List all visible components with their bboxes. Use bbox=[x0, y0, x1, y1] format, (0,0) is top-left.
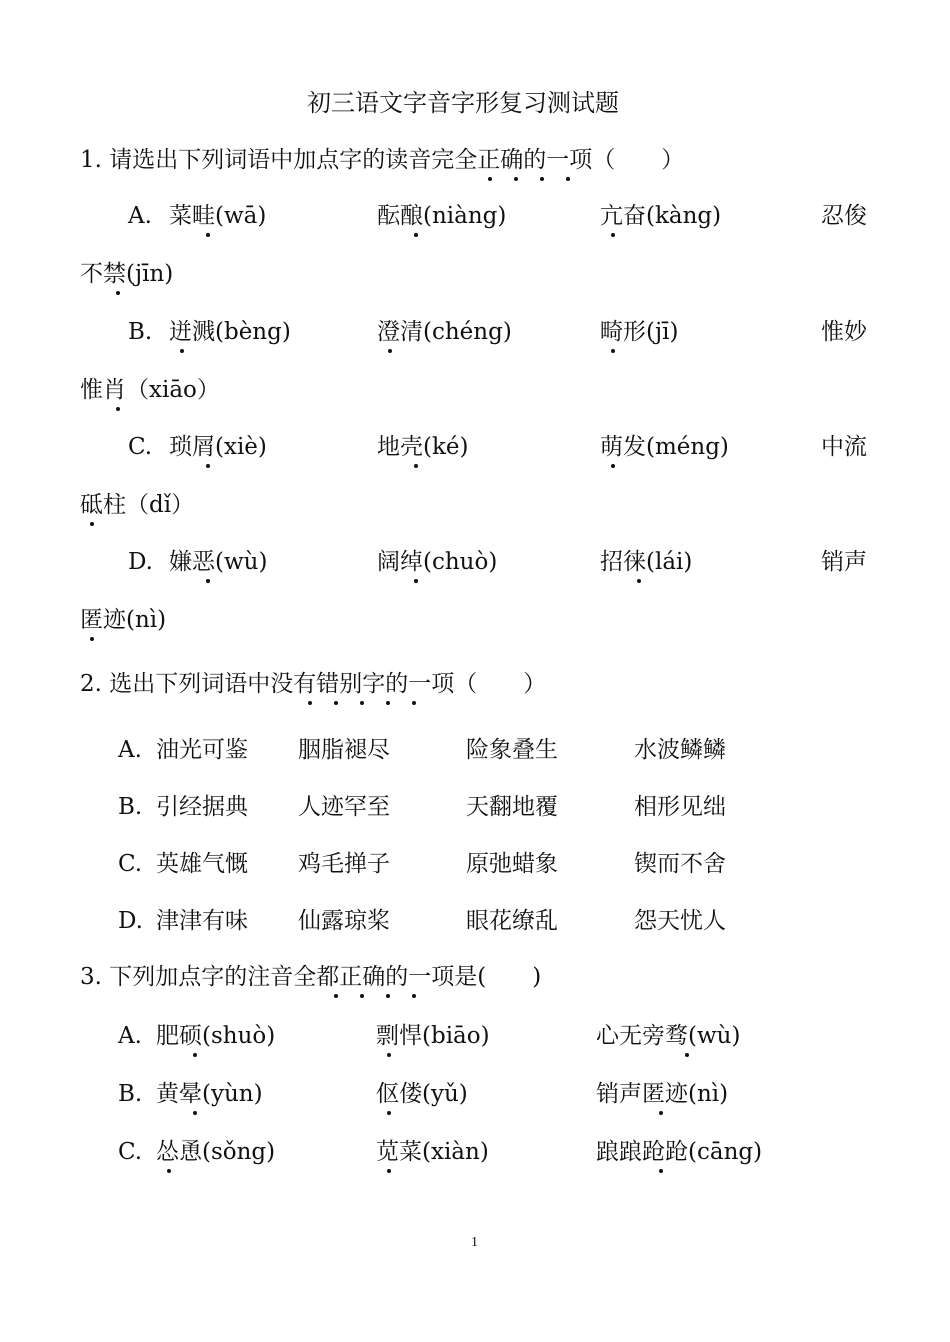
q2-option-a-word-3: 险象叠生 bbox=[466, 737, 558, 763]
q1-option-d-word-4b: 匿迹(nì) bbox=[80, 607, 167, 633]
emphasis-dot bbox=[611, 349, 615, 353]
emphasis-dot bbox=[386, 701, 390, 705]
emphasis-dot bbox=[637, 579, 641, 583]
q1-option-c-word-4a: 中流 bbox=[821, 434, 867, 460]
emphasis-dot bbox=[611, 233, 615, 237]
q2-option-b-word-2: 人迹罕至 bbox=[298, 794, 390, 820]
q1-option-c-word-3: 萌发(méng) bbox=[600, 434, 729, 460]
q1-option-d-label: D. bbox=[128, 549, 153, 575]
emphasis-dot bbox=[388, 349, 392, 353]
q3-option-b-word-2: 伛偻(yǔ) bbox=[376, 1081, 468, 1107]
q2-option-d-word-4: 怨天忧人 bbox=[634, 908, 726, 934]
q3-option-b-word-1: 黄晕(yùn) bbox=[156, 1081, 263, 1107]
q1-option-b-word-3: 畸形(jī) bbox=[600, 319, 679, 345]
q1-option-d-word-3: 招徕(lái) bbox=[600, 549, 693, 575]
question-1-stem: 1. 请选出下列词语中加点字的读音完全正确的一项（ ） bbox=[80, 147, 685, 173]
q2-option-d-word-1: 津津有味 bbox=[156, 908, 248, 934]
q2-option-c-word-3: 原弛蜡象 bbox=[466, 851, 558, 877]
q3-option-c-label: C. bbox=[118, 1139, 143, 1165]
emphasis-dot bbox=[414, 464, 418, 468]
emphasis-dot bbox=[334, 701, 338, 705]
q2-option-d-word-3: 眼花缭乱 bbox=[466, 908, 558, 934]
q1-option-a-word-2: 酝酿(niàng) bbox=[377, 203, 507, 229]
emphasis-dot bbox=[360, 994, 364, 998]
q3-option-b-label: B. bbox=[118, 1081, 143, 1107]
q1-option-c-word-1: 琐屑(xiè) bbox=[169, 434, 267, 460]
q2-option-a-word-4: 水波鳞鳞 bbox=[634, 737, 726, 763]
emphasis-dot bbox=[116, 407, 120, 411]
emphasis-dot bbox=[414, 579, 418, 583]
emphasis-dot bbox=[514, 177, 518, 181]
q1-option-b-label: B. bbox=[128, 319, 153, 345]
q3-option-c-word-2: 苋菜(xiàn) bbox=[376, 1139, 489, 1165]
q1-option-a-label: A. bbox=[128, 203, 152, 229]
question-3-stem: 3. 下列加点字的注音全都正确的一项是( ) bbox=[80, 964, 542, 990]
q1-option-c-word-4b: 砥柱（dǐ） bbox=[80, 492, 195, 518]
q2-option-d-label: D. bbox=[118, 908, 143, 934]
q2-option-b-word-3: 天翻地覆 bbox=[466, 794, 558, 820]
emphasis-dot bbox=[90, 637, 94, 641]
q2-option-c-word-1: 英雄气慨 bbox=[156, 851, 248, 877]
q1-option-b-word-4a: 惟妙 bbox=[821, 319, 867, 345]
emphasis-dot bbox=[90, 522, 94, 526]
q2-option-c-label: C. bbox=[118, 851, 143, 877]
q1-option-b-word-4b: 惟肖（xiāo） bbox=[80, 377, 220, 403]
emphasis-dot bbox=[334, 994, 338, 998]
q2-option-c-word-2: 鸡毛掸子 bbox=[298, 851, 390, 877]
q1-option-b-word-2: 澄清(chéng) bbox=[377, 319, 512, 345]
emphasis-dot bbox=[206, 579, 210, 583]
emphasis-dot bbox=[206, 233, 210, 237]
emphasis-dot bbox=[386, 994, 390, 998]
emphasis-dot bbox=[414, 233, 418, 237]
q1-option-a-word-1: 菜畦(wā) bbox=[169, 203, 267, 229]
emphasis-dot bbox=[412, 994, 416, 998]
q2-option-a-word-2: 胭脂褪尽 bbox=[298, 737, 390, 763]
emphasis-dot bbox=[685, 1053, 689, 1057]
emphasis-dot bbox=[387, 1053, 391, 1057]
q3-option-c-word-3: 踉踉跄跄(cāng) bbox=[596, 1139, 763, 1165]
emphasis-dot bbox=[360, 701, 364, 705]
emphasis-dot bbox=[193, 1053, 197, 1057]
question-2-stem: 2. 选出下列词语中没有错别字的一项（ ） bbox=[80, 671, 547, 697]
emphasis-dot bbox=[611, 464, 615, 468]
q2-option-c-word-4: 锲而不舍 bbox=[634, 851, 726, 877]
q2-option-b-word-1: 引经据典 bbox=[156, 794, 248, 820]
q2-option-d-word-2: 仙露琼桨 bbox=[298, 908, 390, 934]
emphasis-dot bbox=[659, 1111, 663, 1115]
q3-option-a-word-2: 剽悍(biāo) bbox=[376, 1023, 490, 1049]
emphasis-dot bbox=[308, 701, 312, 705]
page-number: 1 bbox=[471, 1235, 478, 1250]
q3-option-a-word-1: 肥硕(shuò) bbox=[156, 1023, 276, 1049]
q2-option-b-word-4: 相形见绌 bbox=[634, 794, 726, 820]
document-title: 初三语文字音字形复习测试题 bbox=[307, 89, 619, 117]
emphasis-dot bbox=[488, 177, 492, 181]
emphasis-dot bbox=[387, 1169, 391, 1173]
emphasis-dot bbox=[206, 464, 210, 468]
emphasis-dot bbox=[566, 177, 570, 181]
q1-option-d-word-1: 嫌恶(wù) bbox=[169, 549, 268, 575]
q3-option-a-word-3: 心无旁骛(wù) bbox=[596, 1023, 741, 1049]
emphasis-dot bbox=[659, 1169, 663, 1173]
q3-option-b-word-3: 销声匿迹(nì) bbox=[596, 1081, 729, 1107]
q1-option-d-word-4a: 销声 bbox=[821, 549, 867, 575]
q1-option-c-label: C. bbox=[128, 434, 153, 460]
q1-option-b-word-1: 迸溅(bèng) bbox=[169, 319, 291, 345]
q1-option-d-word-2: 阔绰(chuò) bbox=[377, 549, 498, 575]
emphasis-dot bbox=[540, 177, 544, 181]
q1-option-c-word-2: 地壳(ké) bbox=[377, 434, 469, 460]
q2-option-b-label: B. bbox=[118, 794, 143, 820]
emphasis-dot bbox=[116, 291, 120, 295]
q2-option-a-label: A. bbox=[118, 737, 142, 763]
emphasis-dot bbox=[193, 1111, 197, 1115]
emphasis-dot bbox=[180, 349, 184, 353]
q3-option-a-label: A. bbox=[118, 1023, 142, 1049]
q1-option-a-word-3: 亢奋(kàng) bbox=[600, 203, 722, 229]
q3-option-c-word-1: 怂恿(sǒng) bbox=[156, 1139, 276, 1165]
q1-option-a-word-4a: 忍俊 bbox=[821, 203, 867, 229]
emphasis-dot bbox=[167, 1169, 171, 1173]
emphasis-dot bbox=[387, 1111, 391, 1115]
emphasis-dot bbox=[412, 701, 416, 705]
q1-option-a-word-4b: 不禁(jīn) bbox=[80, 261, 174, 287]
q2-option-a-word-1: 油光可鉴 bbox=[156, 737, 248, 763]
